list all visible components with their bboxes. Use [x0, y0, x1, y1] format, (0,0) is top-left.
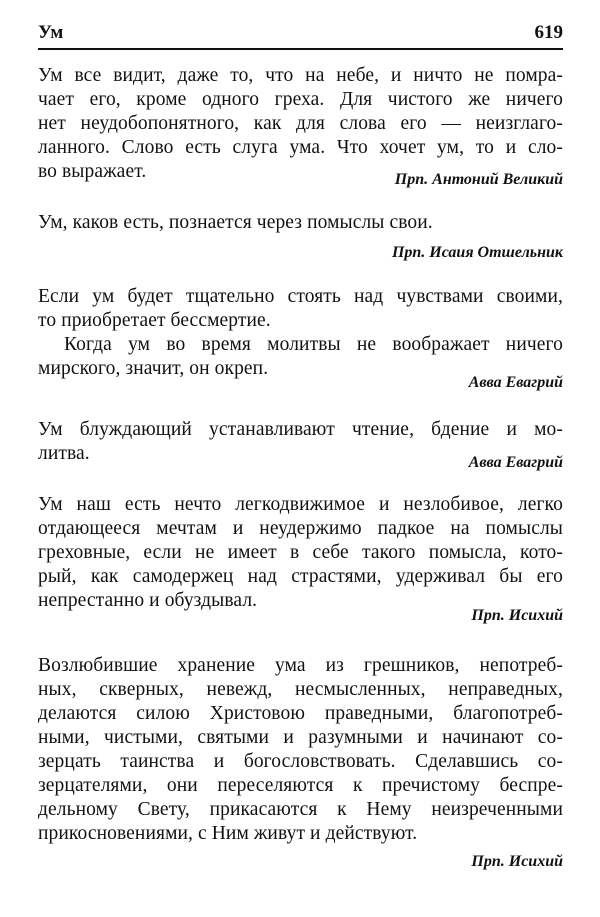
attribution: Прп. Исихий	[471, 853, 563, 870]
attribution: Прп. Исихий	[471, 607, 563, 624]
text-line: прикосновениями, с Ним живут и действуют.	[38, 823, 418, 844]
text-line: Если ум будет тщательно стоять над чувствами своими,	[38, 286, 563, 307]
text-line: ных, скверных, невежд, несмысленных, неправедных,	[38, 679, 563, 700]
text-line: нет неудобопонятного, как для слова его — неизглаго-	[38, 113, 563, 134]
attribution: Прп. Антоний Великий	[394, 171, 563, 188]
text-line: зерцателями, они переселяются к пречистому беспре-	[38, 775, 563, 796]
text-line: дельному Свету, прикасаются к Нему неизреченными	[38, 799, 563, 820]
text-line: делаются силою Христовою праведными, благопотреб-	[38, 703, 563, 724]
text-line: Ум, каков есть, познается через помыслы свои.	[38, 212, 433, 233]
text-line: зерцать таинства и богословствовать. Сделавшись со-	[38, 751, 563, 772]
text-line: мирского, значит, он окреп.	[38, 358, 269, 379]
running-title: Ум	[38, 22, 64, 43]
text-line: ными, чистыми, святыми и разумными и начинают со-	[38, 727, 563, 748]
text-line: во выражает.	[38, 161, 147, 182]
text-line: Ум блуждающий устанавливают чтение, бдение и мо-	[38, 419, 563, 440]
text-line: непрестанно и обуздывал.	[38, 590, 258, 611]
text-line: отдающееся мечтам и неудержимо падкое на помыслы	[38, 518, 563, 539]
text-line: Ум наш есть нечто легкодвижимое и незлобивое, легко	[38, 494, 563, 515]
running-header	[38, 20, 563, 50]
text-line: то приобретает бессмертие.	[38, 310, 271, 331]
text-line: чает его, кроме одного греха. Для чистого же ничего	[38, 89, 563, 110]
text-line: рый, как самодержец над страстями, удерживал бы его	[38, 566, 563, 587]
text-line: Когда ум во время молитвы не воображает ничего	[64, 334, 563, 355]
attribution: Авва Евагрий	[468, 374, 563, 391]
text-line: греховные, если не имеет в себе такого помысла, кото-	[38, 542, 563, 563]
page-number: 619	[534, 22, 563, 43]
text-line: ланного. Слово есть слуга ума. Что хочет ум, то и сло-	[38, 137, 563, 158]
text-line: литва.	[38, 443, 90, 464]
attribution: Авва Евагрий	[468, 454, 563, 471]
attribution: Прп. Исаия Отшельник	[391, 244, 563, 261]
text-line: Возлюбившие хранение ума из грешников, непотреб-	[38, 655, 563, 676]
text-line: Ум все видит, даже то, что на небе, и ничто не помра-	[38, 65, 563, 86]
